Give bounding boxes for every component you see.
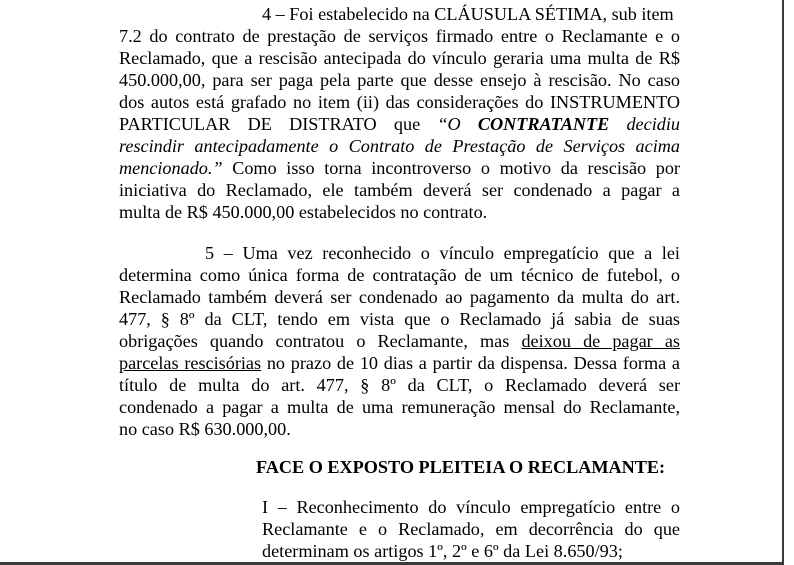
paragraph-4-line-9: iniciativa do Reclamado, ele também deverá ser condenado a pagar a (119, 180, 680, 200)
quote-open: “O (437, 114, 478, 134)
paragraph-5-line-1: 5 – Uma vez reconhecido o vínculo empregatício que a lei (205, 243, 680, 263)
paragraph-5-line-5 (119, 330, 680, 352)
paragraph-5-line-4: 477, § 8º da CLT, tendo em vista que o Reclamado já sabia de suas (119, 309, 680, 329)
paragraph-4-line-2: 7.2 do contrato de prestação de serviços firmado entre o Reclamante e o (119, 26, 680, 46)
paragraph-5-line-2: determina como única forma de contratação de um técnico de futebol, o (119, 265, 680, 285)
contratante-bold: CONTRATANTE (477, 114, 610, 134)
paragraph-5-line-7: título de multa do art. 477, § 8º da CLT, o Reclamado deverá ser (119, 375, 680, 395)
item-I-line-3: determinam os artigos 1º, 2º e 6º da Lei 8.650/93; (262, 541, 623, 561)
paragraph-4-line-10: multa de R$ 450.000,00 estabelecidos no contrato. (119, 202, 488, 222)
paragraph-4-line-1: 4 – Foi estabelecido na CLÁUSULA SÉTIMA, sub item (262, 4, 674, 24)
paragraph-4-line-7: rescindir antecipadamente o Contrato de Prestação de Serviços acima (119, 136, 680, 156)
mencionado-italic: mencionado.” (119, 158, 223, 178)
prazo-text: no prazo de 10 dias a partir da dispensa. Dessa forma a (261, 353, 680, 373)
incontroverso-text: Como isso torna incontroverso o motivo da rescisão por (222, 158, 680, 178)
paragraph-4-line-6 (119, 113, 680, 135)
decidiu-text: decidiu (609, 114, 680, 134)
page-edge-right (782, 0, 784, 565)
section-heading: FACE O EXPOSTO PLEITEIA O RECLAMANTE: (256, 457, 666, 477)
item-I-line-1: I – Reconhecimento do vínculo empregatício entre o (262, 497, 680, 517)
paragraph-4-line-5: dos autos está grafado no item (ii) das considerações do INSTRUMENTO (119, 92, 680, 112)
paragraph-5-line-6 (119, 352, 680, 374)
distrato-text: PARTICULAR DE DISTRATO que (119, 114, 438, 134)
paragraph-5-line-9: no caso R$ 630.000,00. (119, 419, 291, 439)
item-I-line-2: Reclamante e o Reclamado, em decorrência do que (262, 519, 680, 539)
deixou-de-pagar-underlined: deixou de pagar as (521, 331, 680, 351)
paragraph-5-line-8: condenado a pagar a multa de uma remuneração mensal do Reclamante, (119, 397, 680, 417)
obrigacoes-text: obrigações quando contratou o Reclamante, mas (119, 331, 522, 351)
paragraph-5-line-3: Reclamado também deverá ser condenado ao pagamento da multa do art. (119, 287, 680, 307)
parcelas-rescisorias-underlined: parcelas rescisórias (119, 353, 262, 373)
paragraph-4-line-8 (119, 157, 680, 179)
paragraph-4-line-3: Reclamado, que a rescisão antecipada do vínculo geraria uma multa de R$ (119, 48, 680, 68)
paragraph-4-line-4: 450.000,00, para ser paga pela parte que desse ensejo à rescisão. No caso (119, 70, 680, 90)
